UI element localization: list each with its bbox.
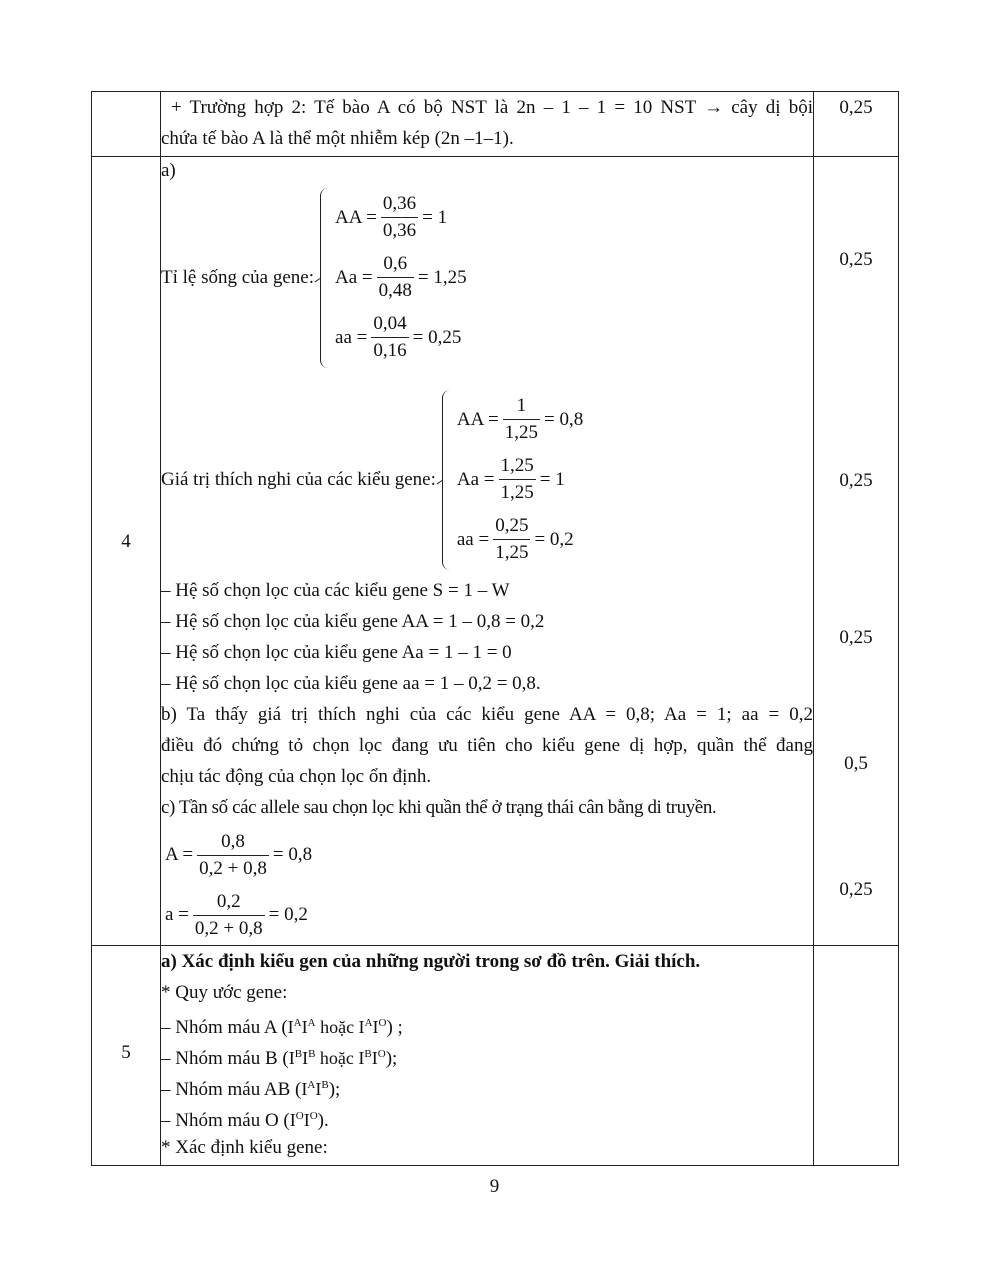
fitness-block	[161, 382, 813, 577]
equation	[165, 885, 813, 945]
answer-table	[91, 91, 899, 1166]
equation-lhs: AA =	[456, 408, 499, 430]
table-row	[92, 157, 899, 946]
blood-group-item	[161, 1039, 813, 1070]
genotype: $I^OI^O$	[289, 1110, 318, 1130]
text-line: c) Tần số các allele sau chọn lọc khi quần thể ở trạng thái cân bằng di truyền.	[161, 797, 717, 818]
blood-group-label: – Nhóm máu O (	[161, 1110, 290, 1131]
equation-lhs: aa =	[335, 326, 368, 348]
text-line: + Trường hợp 2: Tế bào A có bộ NST là 2n – 1 – 1 = 10 NST → cây dị bội	[171, 97, 813, 118]
question-number: 4	[121, 531, 131, 552]
blood-group-list	[161, 1008, 813, 1132]
equation	[335, 248, 467, 308]
denominator: 0,36	[381, 217, 418, 244]
fraction	[493, 513, 530, 566]
numerator: 1	[516, 395, 527, 416]
blood-group-label: – Nhóm máu AB (	[161, 1079, 302, 1100]
allele-frequency-equations	[161, 825, 813, 945]
equation-rhs: = 0,25	[412, 326, 462, 348]
numerator: 0,04	[373, 313, 407, 334]
equation	[335, 188, 467, 248]
fitness-equations	[457, 390, 583, 570]
equation-lhs: A =	[165, 844, 194, 865]
section-heading: a) Xác định kiểu gen của những người trong sơ đồ trên. Giải thích.	[161, 951, 701, 972]
numerator: 0,2	[216, 890, 241, 912]
blood-group-suffix: );	[328, 1079, 341, 1100]
blood-group-suffix: );	[385, 1048, 398, 1069]
score-cell	[814, 946, 899, 1166]
equation-lhs: Aa =	[456, 468, 495, 490]
fraction	[381, 191, 418, 244]
blood-group-label: – Nhóm máu A (	[161, 1017, 288, 1038]
score-value: 0,25	[839, 470, 873, 491]
fitness-label: Giá trị thích nghi của các kiểu gene:	[161, 468, 436, 490]
question-number-cell	[92, 157, 161, 946]
equation-lhs: a =	[165, 904, 189, 925]
score-value: 0,25	[839, 627, 873, 648]
score-value: 0,25	[839, 879, 873, 900]
text-line: – Hệ số chọn lọc của kiểu gene AA = 1 – 0,8 = 0,2	[161, 611, 545, 632]
part-a-label: a)	[161, 160, 176, 181]
genotype: $I^AI^A$ hoặc $I^AI^O$	[287, 1017, 387, 1037]
question-number: 5	[121, 1042, 131, 1063]
denominator: 1,25	[493, 539, 530, 566]
genotype: $I^BI^B$ hoặc $I^BI^O$	[288, 1048, 386, 1068]
text-line: chứa tế bào A là thể một nhiễm kép (2n –1–1).	[161, 128, 514, 149]
answer-cell	[161, 157, 814, 946]
question-number-cell	[92, 92, 161, 157]
answer-cell	[161, 946, 814, 1166]
fraction	[371, 311, 408, 364]
equation-lhs: aa =	[456, 528, 490, 550]
equation	[457, 450, 583, 510]
left-brace	[320, 188, 331, 368]
denominator: 0,2 + 0,8	[193, 915, 265, 942]
equation-rhs: = 0,8	[272, 844, 313, 865]
text-line: chịu tác động của chọn lọc ổn định.	[161, 766, 432, 787]
numerator: 0,6	[383, 253, 408, 274]
answer-cell	[161, 92, 814, 157]
genotype: $I^AI^B$	[301, 1079, 329, 1099]
denominator: 0,48	[377, 277, 414, 304]
survival-rate-block	[161, 185, 813, 370]
equation	[457, 390, 583, 450]
fraction	[197, 829, 269, 882]
text-line: – Hệ số chọn lọc của kiểu gene aa = 1 – 0,2 = 0,8.	[161, 673, 541, 694]
fraction	[193, 889, 265, 942]
score-value: 0,5	[844, 753, 868, 774]
numerator: 1,25	[500, 455, 534, 476]
equation	[457, 510, 583, 570]
text-line: điều đó chứng tỏ chọn lọc đang ưu tiên cho kiểu gene dị hợp, quần thể đang	[161, 735, 813, 756]
equation	[335, 308, 467, 368]
text-line: – Hệ số chọn lọc của kiểu gene Aa = 1 – 1 = 0	[161, 642, 512, 663]
denominator: 1,25	[503, 419, 540, 446]
equation-rhs: = 0,8	[543, 408, 584, 430]
score-value: 0,25	[839, 249, 873, 270]
text-line: – Hệ số chọn lọc của các kiểu gene S = 1 – W	[161, 580, 510, 601]
denominator: 0,16	[371, 337, 408, 364]
equation-lhs: AA =	[335, 206, 377, 228]
blood-group-label: – Nhóm máu B (	[161, 1048, 289, 1069]
table-row	[92, 92, 899, 157]
equation-rhs: = 0,2	[268, 904, 308, 925]
numerator: 0,36	[382, 193, 417, 214]
denominator: 0,2 + 0,8	[197, 855, 269, 882]
left-brace	[442, 390, 453, 570]
fraction	[503, 393, 540, 446]
survival-equations	[335, 188, 467, 368]
equation-rhs: = 0,2	[534, 528, 574, 550]
blood-group-suffix: ) ;	[386, 1017, 403, 1038]
numerator: 0,8	[221, 830, 245, 852]
text-line: b) Ta thấy giá trị thích nghi của các kiểu gene AA = 0,8; Aa = 1; aa = 0,2	[161, 704, 813, 725]
text-line: * Quy ước gene:	[161, 982, 288, 1003]
equation-rhs: = 1,25	[417, 266, 467, 288]
question-number-cell	[92, 946, 161, 1166]
score-value: 0,25	[839, 97, 873, 118]
fraction	[377, 251, 414, 304]
text-line: * Xác định kiểu gene:	[161, 1137, 328, 1158]
equation	[165, 825, 813, 885]
numerator: 0,25	[495, 515, 529, 536]
table-row	[92, 946, 899, 1166]
denominator: 1,25	[499, 479, 536, 506]
blood-group-suffix: ).	[317, 1110, 329, 1131]
fraction	[499, 453, 536, 506]
blood-group-item	[161, 1070, 813, 1101]
score-cell	[814, 157, 899, 946]
survival-label: Tỉ lệ sống của gene:	[161, 266, 315, 288]
page-number: 9	[489, 1176, 500, 1197]
blood-group-item	[161, 1008, 813, 1039]
blood-group-item	[161, 1101, 813, 1132]
equation-rhs: = 1	[422, 206, 448, 228]
equation-lhs: Aa =	[335, 266, 373, 288]
score-cell	[814, 92, 899, 157]
equation-rhs: = 1	[539, 468, 565, 490]
